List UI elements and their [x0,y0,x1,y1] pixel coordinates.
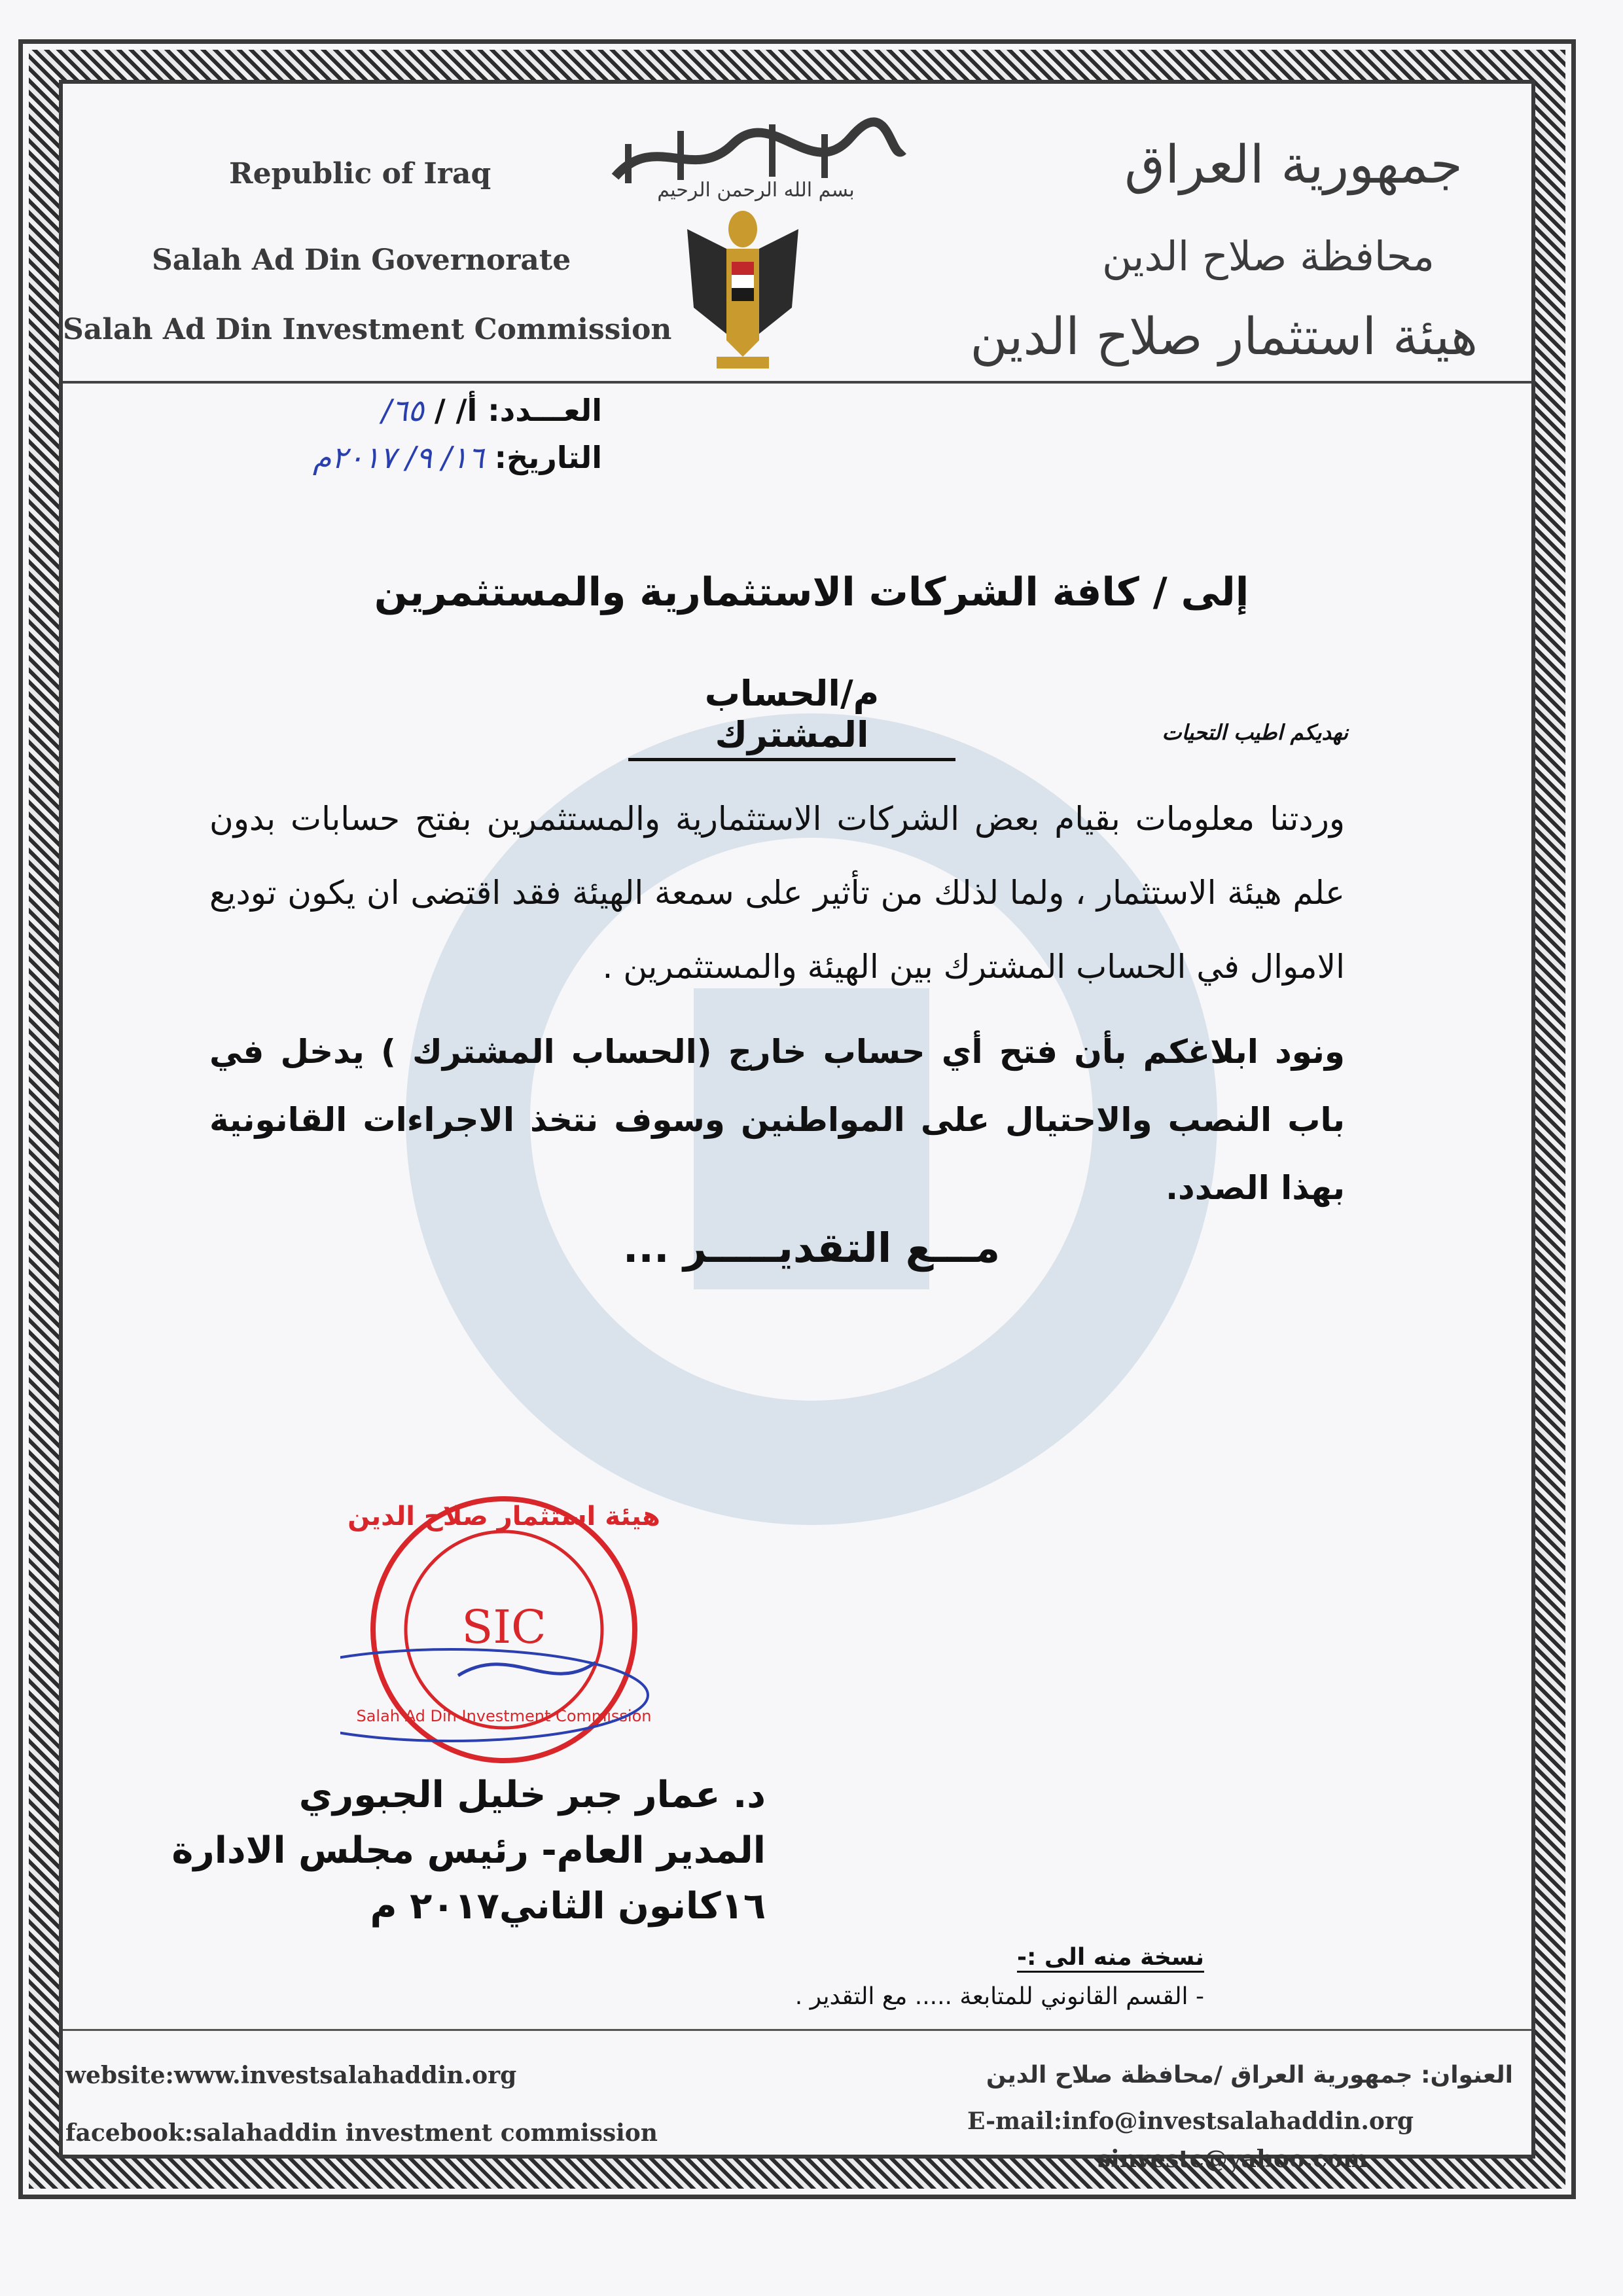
subject-line: م/الحساب المشترك [628,673,955,761]
footer-email: E-mail:info@investsalahaddin.org [967,2108,1414,2135]
reference-number-value: ٦٥/ [381,393,424,428]
footer-divider [63,2029,1531,2031]
reference-number-label: العـــدد: أ/ / [434,393,602,428]
iraq-eagle-emblem [681,203,805,373]
reference-number [382,393,602,428]
reference-date-value: ١٦/ ٩/ ٢٠١٧م [312,440,484,475]
stamp-english-text: Salah Ad Din Investment Commission [356,1707,652,1725]
copies-item: - القسم القانوني للمتابعة ..... مع التقدير . [794,1983,1204,2010]
body-paragraph-2: ونود ابلاغكم بأن فتح أي حساب خارج (الحساب المشترك ) يدخل في باب النصب والاحتيال على المواطنين وسوف نتخذ الاجراءات القانونية بهذا الصدد. [209,1033,1345,1207]
greeting: نهديكم اطيب التحيات [1162,720,1348,745]
header-en-governorate: Salah Ad Din Governorate [152,243,571,277]
header-en-commission: Salah Ad Din Investment Commission [63,313,672,346]
addressee: إلى / كافة الشركات الاستثمارية والمستثمرين [374,569,1249,615]
signatory-name: د. عمار جبر خليل الجبوري [298,1774,766,1816]
body-paragraph-1: وردتنا معلومات بقيام بعض الشركات الاستثمارية والمستثمرين بفتح حسابات بدون علم هيئة الاستثمار ، ولما لذلك من تأثير على سمعة الهيئة فقد اقتضى ان يكون توديع الاموال في الحساب المشترك بين الهيئة والمستثمرين . [209,800,1345,986]
stamp-arabic-text: هيئة استثمار صلاح الدين [348,1501,660,1532]
footer-email-secondary: sinvestc@yahoo.com [1097,2145,1368,2173]
basmala-calligraphy [602,105,910,203]
official-stamp [340,1479,668,1806]
basmala-text: بسم الله الرحمن الرحيم [657,179,855,202]
signatory-title: المدير العام- رئيس مجلس الادارة [171,1829,766,1872]
header-divider [63,381,1531,384]
footer-website: website:www.investsalahaddin.org [65,2062,517,2089]
stamp-logo-letters: SIC [461,1600,546,1654]
footer-facebook: facebook:salahaddin investment commission [65,2119,658,2147]
header-ar-governorate: محافظة صلاح الدين [1101,232,1435,280]
header-ar-country: جمهورية العراق [1124,134,1463,195]
closing-regards: مـــع التقديـــــر ... [622,1224,1001,1272]
reference-date [313,440,602,475]
signature-date: ١٦كانون الثاني٢٠١٧ م [370,1885,766,1928]
header-en-country: Republic of Iraq [229,157,491,190]
header-ar-commission: هيئة استثمار صلاح الدين [970,308,1478,367]
copies-label: نسخة منه الى :- [1017,1944,1204,1973]
footer-address: العنوان: جمهورية العراق /محافظة صلاح الدين [986,2062,1513,2089]
reference-date-label: التاريخ: [494,440,602,475]
